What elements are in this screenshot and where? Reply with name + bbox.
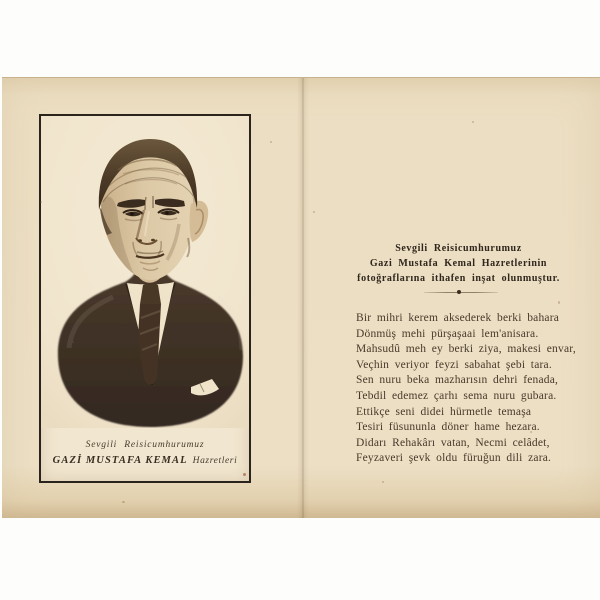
poem-line: Veçhin veriyor feyzi sabahat şebi tara. [356, 358, 552, 371]
divider-dot [457, 290, 461, 294]
paper-speckle [270, 141, 272, 143]
dedication-line: fotoğraflarına ithafen inşat olunmuştur. [357, 273, 560, 284]
dedication-line: Sevgili Reisicumhurumuz [395, 243, 522, 254]
paper-speckle [472, 121, 474, 123]
paper-speckle [313, 211, 315, 213]
poem-line: Tebdil edemez çarhı sema nuru gubara. [356, 389, 557, 402]
portrait-caption-line2 [41, 453, 249, 469]
poem-line: Feyzaveri şevk oldu füruğun dili zara. [356, 452, 552, 465]
portrait-caption-honorific: Hazretleri [192, 456, 238, 466]
paper-speckle [243, 473, 246, 476]
scanned-card-spread [2, 77, 600, 518]
paper-speckle [122, 501, 125, 503]
paper-speckle [40, 201, 42, 203]
poem-line: Ettikçe seni didei hürmetle temaşa [356, 405, 532, 418]
left-page [2, 78, 303, 518]
dedication-header [323, 241, 594, 286]
portrait-caption-line1: Sevgili Reisicumhurumuz [85, 440, 205, 450]
poem-line: Dönmüş mehi pürşaşaai lem'anisara. [356, 327, 539, 340]
paper-speckle [530, 431, 532, 433]
poem-line: Bir mihri kerem aksederek berki bahara [356, 312, 560, 324]
poem-line: Didarı Rehakârı vatan, Necmi celâdet, [356, 436, 550, 449]
right-page [303, 78, 600, 518]
paper-speckle [72, 341, 74, 343]
dedication-line: Gazi Mustafa Kemal Hazretlerinin [369, 258, 548, 269]
portrait-frame [39, 114, 251, 483]
portrait-caption-name: GAZİ MUSTAFA KEMAL [52, 455, 188, 466]
portrait-caption [41, 438, 249, 469]
divider-ornament [424, 291, 498, 294]
poem-line: Tesiri füsununla döner hame hezara. [356, 421, 540, 434]
poem [356, 311, 596, 467]
portrait-photo [41, 116, 249, 428]
paper-speckle [382, 481, 384, 483]
center-fold [297, 78, 309, 518]
poem-line: Sen nuru beka mazharısın dehri fenada, [356, 374, 559, 387]
divider-rule [424, 292, 498, 293]
poem-line: Mahsudû meh ey berki ziya, makesi envar, [356, 343, 576, 356]
paper-speckle [558, 301, 560, 304]
